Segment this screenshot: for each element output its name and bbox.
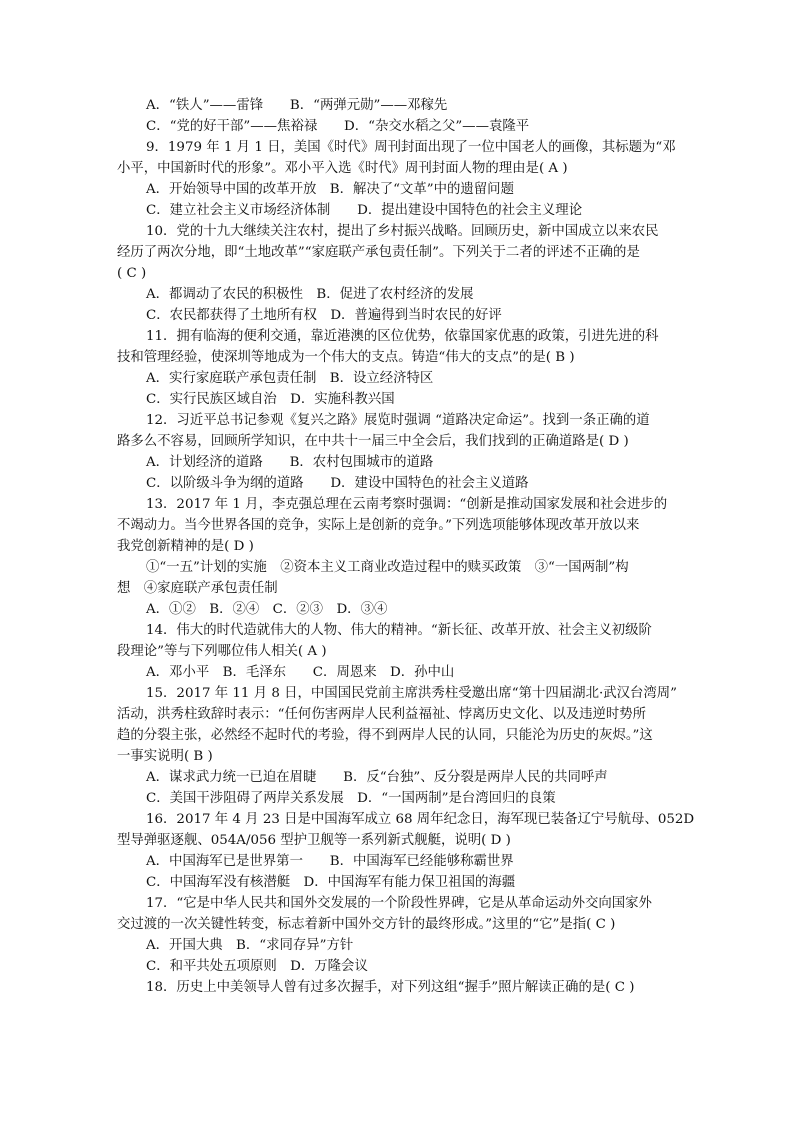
q11-options-ab: A．实行家庭联产承包责任制 B．设立经济特区: [146, 371, 434, 386]
q11-options-cd: C．实行民族区域自治 D．实施科教兴国: [146, 392, 395, 407]
q13-statements: ①“一五”计划的实施 ②资本主义工商业改造过程中的赎买政策 ③“一国两制”构: [146, 560, 629, 575]
q10-options-cd: C．农民都获得了土地所有权 D．普遍得到当时农民的好评: [146, 308, 502, 323]
question-18: 18．历史上中美领导人曾有过多次握手，对下列这组“握手”照片解读正确的是( C ): [146, 980, 635, 995]
q17-options-cd: C．和平共处五项原则 D．万隆会议: [146, 959, 368, 974]
q15-options-ab: A．谋求武力统一已迫在眉睫 B．反“台独”、反分裂是两岸人民的共同呼声: [146, 770, 608, 785]
question-10-answer: ( C ): [117, 266, 147, 281]
question-17-cont: 交过渡的一次关键性转变，标志着新中国外交方针的最终形成。”这里的“它”是指( C ): [117, 917, 616, 932]
q12-options-ab: A．计划经济的道路 B．农村包围城市的道路: [146, 455, 434, 470]
question-14: 14．伟大的时代造就伟大的人物、伟大的精神。“新长征、改革开放、社会主义初级阶: [146, 623, 652, 638]
question-15-cont2: 趋的分裂主张，必然经不起时代的考验，得不到两岸人民的认同，只能沦为历史的灰烬。”这: [117, 728, 653, 743]
q16-options-ab: A．中国海军已是世界第一 B．中国海军已经能够称霸世界: [146, 854, 514, 869]
question-11-cont: 技和管理经验，使深圳等地成为一个伟大的支点。铸造“伟大的支点”的是( B ): [117, 350, 575, 365]
question-13: 13．2017 年 1 月，李克强总理在云南考察时强调：“创新是推动国家发展和社会进步的: [146, 497, 668, 512]
q16-options-cd: C．中国海军没有核潜艇 D．中国海军有能力保卫祖国的海疆: [146, 875, 516, 890]
q9-options-ab: A．开始领导中国的改革开放 B．解决了“文革”中的遗留问题: [146, 182, 514, 197]
question-12: 12．习近平总书记参观《复兴之路》展览时强调 “道路决定命运”。找到一条正确的道: [146, 413, 650, 428]
question-9: 9．1979 年 1 月 1 日，美国《时代》周刊封面出现了一位中国老人的画像，其标题为“邓: [146, 140, 676, 155]
question-11: 11．拥有临海的便利交通，靠近港澳的区位优势，依靠国家优惠的政策，引进先进的科: [146, 329, 659, 344]
q10-options-ab: A．都调动了农民的积极性 B．促进了农村经济的发展: [146, 287, 474, 302]
question-16: 16．2017 年 4 月 23 日是中国海军成立 68 周年纪念日，海军现已装备辽宁号航母、052D: [146, 812, 695, 827]
question-13-cont: 不竭动力。当今世界各国的竞争，实际上是创新的竞争。”下列选项能够体现改革开放以来: [117, 518, 640, 533]
question-15: 15．2017 年 11 月 8 日，中国国民党前主席洪秀柱受邀出席“第十四届湖北·武汉台湾周”: [146, 686, 678, 701]
q15-options-cd: C．美国干涉阻碍了两岸关系发展 D．“一国两制”是台湾回归的良策: [146, 791, 556, 806]
question-16-cont: 型导弹驱逐舰、054A/056 型护卫舰等一系列新式舰艇，说明( D ): [117, 833, 511, 848]
q13-options: A．①② B．②④ C．②③ D．③④: [146, 602, 388, 617]
question-10: 10．党的十九大继续关注农村，提出了乡村振兴战略。回顾历史，新中国成立以来农民: [146, 224, 659, 239]
q17-options-ab: A．开国大典 B．“求同存异”方针: [146, 938, 354, 953]
question-15-cont3: 一事实说明( B ): [117, 749, 213, 764]
q9-options-cd: C．建立社会主义市场经济体制 D．提出建设中国特色的社会主义理论: [146, 203, 583, 218]
q12-options-cd: C．以阶级斗争为纲的道路 D．建设中国特色的社会主义道路: [146, 476, 529, 491]
question-10-cont: 经历了两次分地，即“土地改革”“家庭联产承包责任制”。下列关于二者的评述不正确的是: [117, 245, 640, 260]
question-12-cont: 路多么不容易，回顾所学知识，在中共十一届三中全会后，我们找到的正确道路是( D ): [117, 434, 629, 449]
question-9-cont: 小平，中国新时代的形象”。邓小平入选《时代》周刊封面人物的理由是( A ): [117, 161, 568, 176]
question-14-cont: 段理论”等与下列哪位伟人相关( A ): [117, 644, 327, 659]
question-13-cont2: 我党创新精神的是( D ): [117, 539, 254, 554]
question-15-cont: 活动，洪秀柱致辞时表示：“任何伤害两岸人民利益福祉、悖离历史文化、以及违逆时势所: [117, 707, 647, 722]
q8-options-cd: C．“党的好干部”——焦裕禄 D．“杂交水稻之父”——袁隆平: [146, 119, 530, 134]
q8-options-ab: A．“铁人”——雷锋 B．“两弹元勋”——邓稼先: [146, 98, 448, 113]
question-17: 17．“它是中华人民共和国外交发展的一个阶段性界碑，它是从革命运动外交向国家外: [146, 896, 652, 911]
q13-statements-cont: 想 ④家庭联产承包责任制: [117, 581, 278, 596]
q14-options: A．邓小平 B．毛泽东 C．周恩来 D．孙中山: [146, 665, 455, 680]
